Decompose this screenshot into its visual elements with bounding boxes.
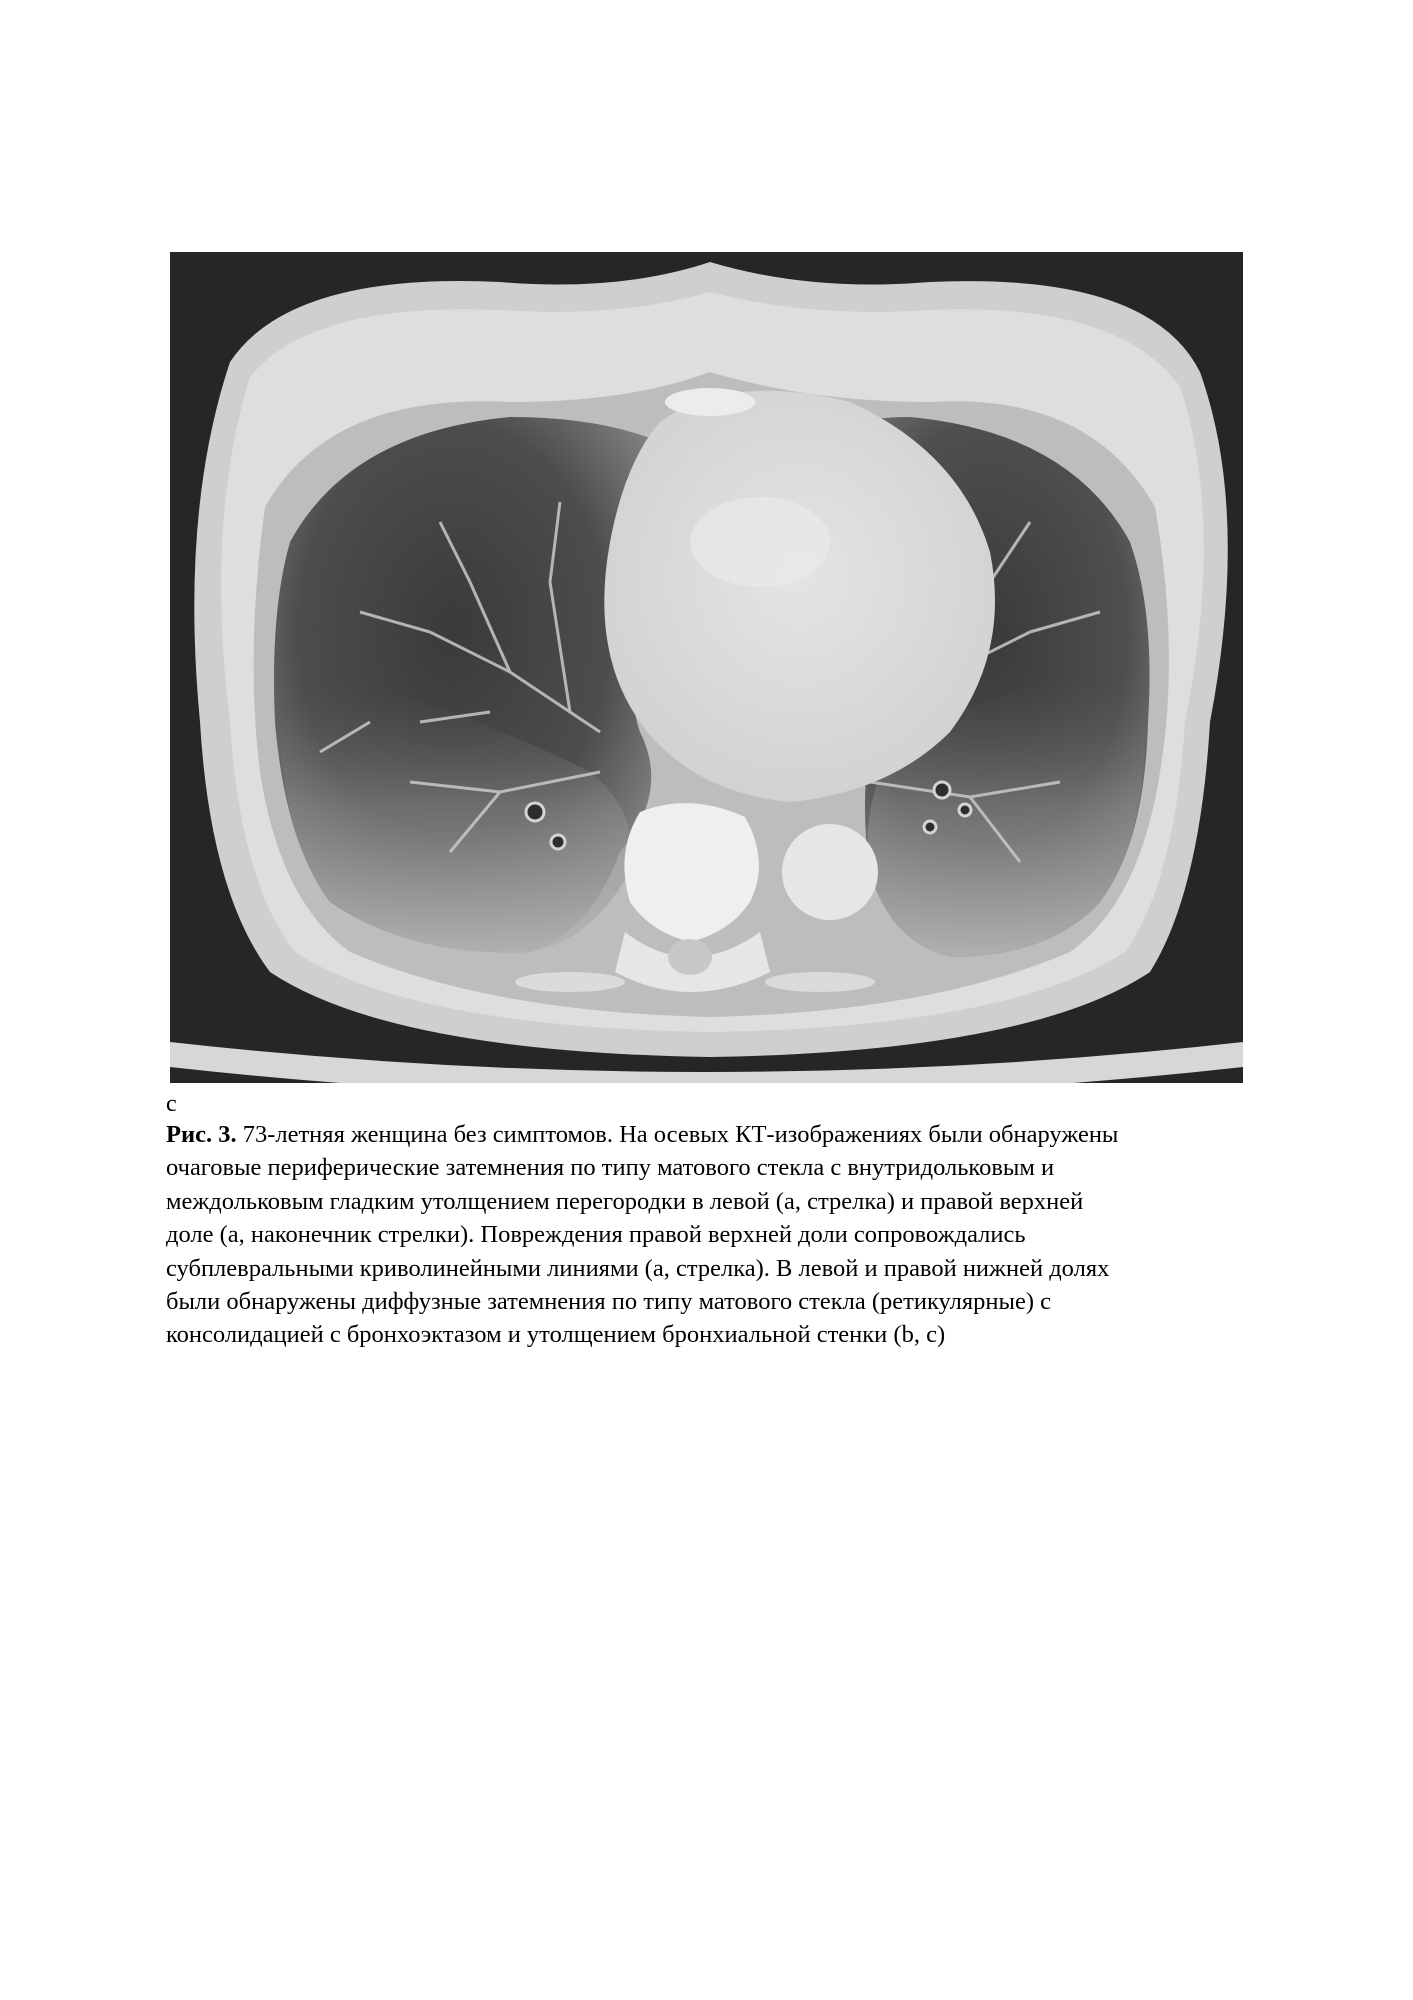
figure-label: Рис. 3. (166, 1121, 237, 1148)
ct-scan-image (170, 252, 1243, 1083)
caption-text: 73-летняя женщина без симптомов. На осевых КТ-изображениях были обнаружены очаговые периферические затемнения по типу матового стекла с внутридольковым и междольковым гладким утолщением перегородки в левой (а, стрелка) и правой верхней доле (а, наконечник стрелки). Повреждения правой верхней доли сопровождались субплевральными криволинейными линиями (а, стрелка). В левой и правой нижней долях были обнаружены диффузные затемнения по типу матового стекла (ретикулярные) с консолидацией с бронхоэктазом и утолщением бронхиальной стенки (b, с) (166, 1121, 1119, 1349)
panel-letter: с (166, 1091, 177, 1117)
figure-caption (166, 1118, 1256, 1352)
